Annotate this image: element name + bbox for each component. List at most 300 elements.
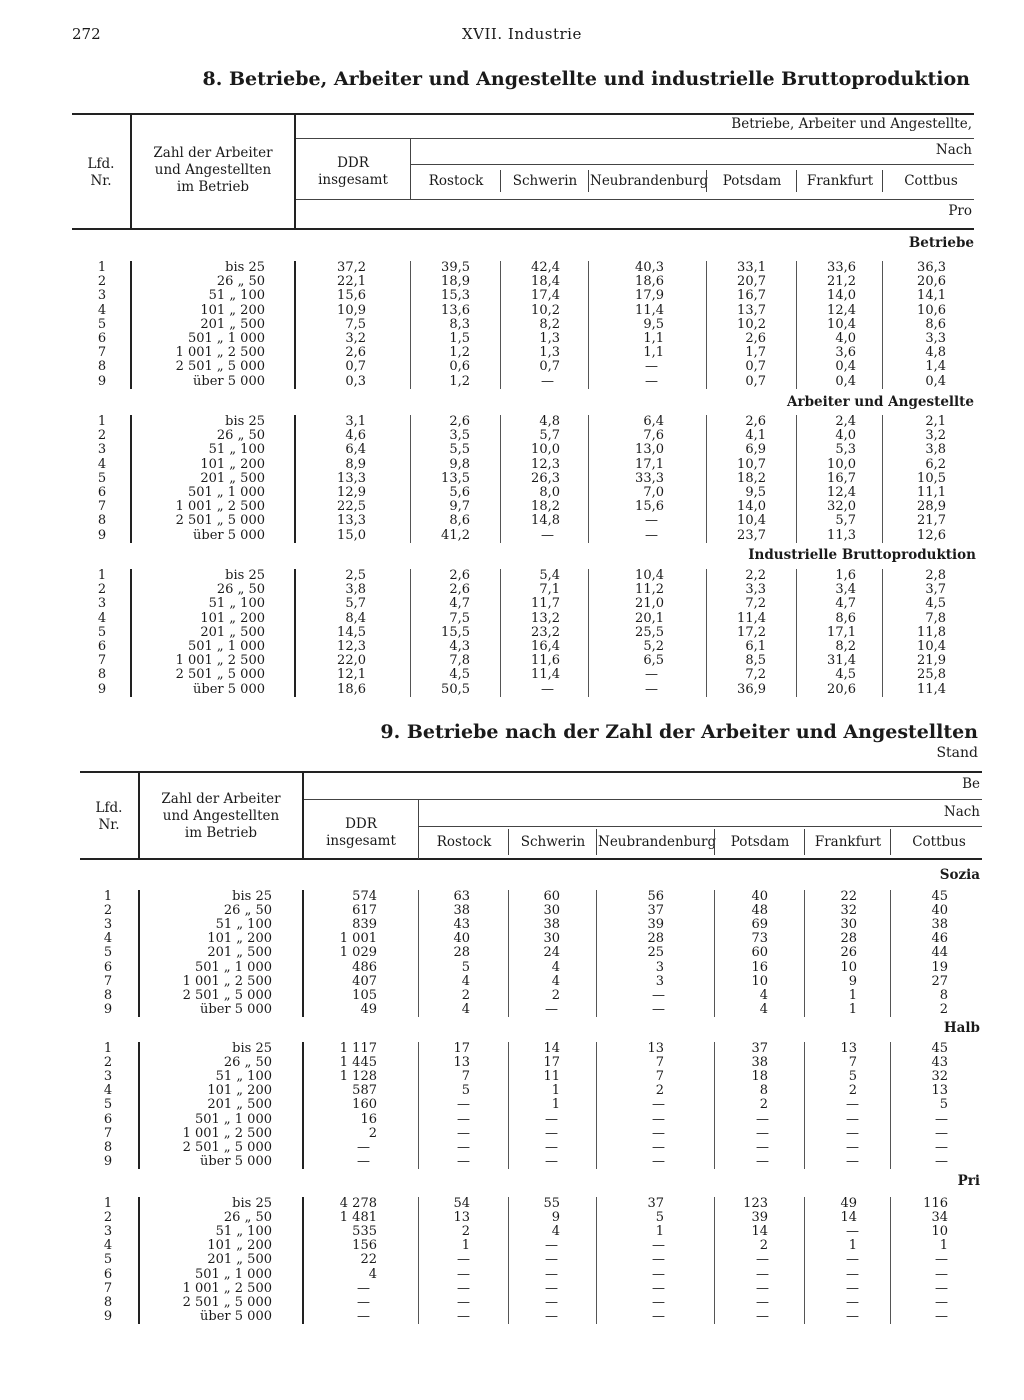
row-number: 5	[103, 1097, 113, 1113]
cell-cottbus: 116	[923, 1196, 948, 1211]
cell-ddr: 10,9	[337, 302, 366, 318]
size-class: bis 25	[232, 1041, 272, 1056]
cell-cottbus: 0,4	[925, 373, 946, 389]
table-9-stand: Stand	[936, 745, 978, 761]
cell-neubrandenburg: 7	[655, 1055, 664, 1071]
cell-neubrandenburg: 11,4	[635, 302, 664, 318]
row-number: 5	[97, 470, 107, 486]
cell-cottbus: 2,8	[925, 568, 946, 583]
t9-col-size-header	[142, 791, 300, 842]
cell-frankfurt: —	[846, 1252, 859, 1268]
table-row	[0, 932, 1024, 946]
size-class: 501 „ 1 000	[194, 1111, 272, 1127]
cell-frankfurt: 1	[848, 987, 857, 1003]
cell-frankfurt: 9	[848, 973, 857, 989]
cell-frankfurt: 10,4	[827, 316, 856, 332]
cell-neubrandenburg: —	[645, 527, 658, 543]
cell-neubrandenburg: 15,6	[635, 499, 664, 515]
cell-rostock: 43	[453, 917, 470, 933]
cell-cottbus: 8,6	[925, 316, 946, 332]
cell-potsdam: —	[756, 1111, 769, 1127]
row-number: 2	[103, 1210, 113, 1226]
cell-rostock: 5	[461, 1083, 470, 1099]
size-class: 201 „ 500	[207, 1252, 272, 1268]
cell-ddr: 16	[360, 1111, 377, 1127]
cell-frankfurt: —	[846, 1294, 859, 1310]
cell-ddr: 5,7	[345, 596, 366, 612]
cell-ddr: 4 278	[339, 1196, 377, 1211]
cell-cottbus: —	[935, 1153, 948, 1169]
cell-rostock: 4,7	[449, 596, 470, 612]
table-row	[0, 1098, 1024, 1112]
cell-schwerin: 1,3	[539, 345, 560, 361]
t9-district-rostock: Rostock	[436, 834, 492, 850]
cell-schwerin: 18,4	[531, 274, 560, 290]
cell-ddr: 12,1	[337, 667, 366, 683]
cell-potsdam: 36,9	[737, 681, 766, 697]
page-number: 272	[72, 25, 101, 43]
cell-frankfurt: 10,0	[827, 456, 856, 472]
cell-ddr: 49	[360, 1001, 377, 1017]
row-number: 3	[103, 1224, 113, 1240]
t9-divider-lfd	[138, 771, 140, 859]
row-number: 3	[97, 596, 107, 612]
size-class: 201 „ 500	[200, 316, 265, 332]
cell-frankfurt: 3,4	[835, 582, 856, 598]
cell-rostock: 8,6	[449, 513, 470, 529]
cell-rostock: 54	[453, 1196, 470, 1211]
cell-potsdam: 69	[751, 917, 768, 933]
table-row	[0, 612, 1024, 626]
row-number: 9	[103, 1153, 113, 1169]
table-row	[0, 1310, 1024, 1324]
cell-ddr: 1 001	[339, 931, 377, 947]
t9-hdr-sep-3	[714, 829, 715, 855]
cell-neubrandenburg: 37	[647, 1196, 664, 1211]
cell-schwerin: —	[545, 1111, 558, 1127]
cell-potsdam: —	[756, 1153, 769, 1169]
t9-span-rule-2	[418, 826, 982, 827]
row-number: 1	[103, 1041, 113, 1056]
cell-schwerin: —	[545, 1308, 558, 1324]
cell-frankfurt: 21,2	[827, 274, 856, 290]
cell-schwerin: 8,2	[539, 316, 560, 332]
cell-ddr: —	[357, 1294, 370, 1310]
cell-frankfurt: 10	[840, 959, 857, 975]
cell-potsdam: 123	[743, 1196, 768, 1211]
cell-neubrandenburg: 17,1	[635, 456, 664, 472]
cell-schwerin: —	[541, 373, 554, 389]
cell-schwerin: 11,7	[531, 596, 560, 612]
cell-frankfurt: —	[846, 1139, 859, 1155]
cell-potsdam: 33,1	[737, 260, 766, 275]
t8-district-neubrandenburg: Neubrandenburg	[590, 173, 709, 189]
table-row	[0, 360, 1024, 374]
cell-cottbus: —	[935, 1252, 948, 1268]
cell-rostock: 9,7	[449, 499, 470, 515]
cell-potsdam: 7,2	[745, 667, 766, 683]
cell-ddr: 1 117	[339, 1041, 377, 1056]
cell-cottbus: 3,3	[925, 331, 946, 346]
cell-ddr: 3,8	[345, 582, 366, 598]
cell-cottbus: 34	[931, 1210, 948, 1226]
cell-ddr: 18,6	[337, 681, 366, 697]
cell-frankfurt: 13	[840, 1041, 857, 1056]
table-row	[0, 1042, 1024, 1056]
cell-rostock: 7	[461, 1069, 470, 1085]
cell-frankfurt: 1,6	[835, 568, 856, 583]
cell-schwerin: 24	[543, 945, 560, 961]
row-number: 7	[97, 653, 107, 669]
row-number: 5	[103, 1252, 113, 1268]
cell-cottbus: —	[935, 1111, 948, 1127]
cell-rostock: 9,8	[449, 456, 470, 472]
cell-potsdam: 10	[751, 973, 768, 989]
cell-cottbus: 12,6	[917, 527, 946, 543]
row-number: 3	[97, 288, 107, 304]
cell-frankfurt: 49	[840, 1196, 857, 1211]
table-row	[0, 1197, 1024, 1211]
cell-cottbus: 11,4	[917, 681, 946, 697]
cell-schwerin: 23,2	[531, 624, 560, 640]
cell-schwerin: 4	[551, 1224, 560, 1240]
cell-potsdam: 10,2	[737, 316, 766, 332]
t8-col-lfd-line1: Lfd.	[87, 156, 115, 172]
row-number: 8	[97, 359, 107, 375]
table-row	[0, 486, 1024, 500]
cell-ddr: 13,3	[337, 470, 366, 486]
row-number: 4	[103, 1083, 113, 1099]
row-number: 7	[103, 1280, 113, 1296]
cell-ddr: 22,5	[337, 499, 366, 515]
size-class: 501 „ 1 000	[187, 485, 265, 500]
row-number: 9	[97, 373, 107, 389]
cell-ddr: 4,6	[345, 428, 366, 444]
table-row	[0, 946, 1024, 960]
t8-span-nach: Nach	[935, 142, 972, 158]
cell-ddr: 587	[352, 1083, 377, 1099]
cell-neubrandenburg: —	[645, 359, 658, 375]
cell-neubrandenburg: 56	[647, 889, 664, 904]
cell-schwerin: 10,2	[531, 302, 560, 318]
table-row	[0, 668, 1024, 682]
size-class: bis 25	[225, 568, 265, 583]
cell-potsdam: 13,7	[737, 302, 766, 318]
size-class: bis 25	[225, 414, 265, 429]
cell-cottbus: 10,6	[917, 302, 946, 318]
table-row	[0, 569, 1024, 583]
cell-frankfurt: —	[846, 1308, 859, 1324]
table-row	[0, 1056, 1024, 1070]
t9-col-ddr-header	[306, 816, 416, 850]
cell-ddr: 0,7	[345, 359, 366, 375]
cell-potsdam: 37	[751, 1041, 768, 1056]
table-row	[0, 415, 1024, 429]
cell-rostock: 50,5	[441, 681, 470, 697]
cell-frankfurt: 17,1	[827, 624, 856, 640]
cell-neubrandenburg: —	[652, 1238, 665, 1254]
cell-potsdam: 2	[759, 1238, 768, 1254]
size-class: 501 „ 1 000	[194, 959, 272, 975]
cell-neubrandenburg: 5,2	[643, 639, 664, 654]
cell-ddr: —	[357, 1139, 370, 1155]
row-number: 1	[97, 260, 107, 275]
cell-frankfurt: 26	[840, 945, 857, 961]
size-class: 201 „ 500	[200, 470, 265, 486]
cell-rostock: 1,2	[449, 373, 470, 389]
cell-rostock: 17	[453, 1041, 470, 1056]
row-number: 6	[97, 331, 107, 346]
cell-ddr: 15,6	[337, 288, 366, 304]
cell-schwerin: 1,3	[539, 331, 560, 346]
cell-cottbus: 11,1	[917, 485, 946, 500]
t9-col-size-line1: Zahl der Arbeiter	[161, 791, 281, 807]
cell-schwerin: 12,3	[531, 456, 560, 472]
cell-rostock: —	[457, 1097, 470, 1113]
cell-ddr: 22,1	[337, 274, 366, 290]
cell-ddr: 407	[352, 973, 377, 989]
cell-frankfurt: 12,4	[827, 302, 856, 318]
cell-rostock: 0,6	[449, 359, 470, 375]
t8-district-cottbus: Cottbus	[904, 173, 958, 189]
cell-neubrandenburg: 3	[655, 973, 664, 989]
table-row	[0, 683, 1024, 697]
cell-neubrandenburg: —	[652, 1097, 665, 1113]
size-class: 101 „ 200	[200, 610, 265, 626]
cell-rostock: 7,8	[449, 653, 470, 669]
row-number: 5	[97, 316, 107, 332]
cell-cottbus: 8	[939, 987, 948, 1003]
t8-district-potsdam: Potsdam	[722, 173, 782, 189]
cell-cottbus: 10,4	[917, 639, 946, 654]
cell-potsdam: 8,5	[745, 653, 766, 669]
cell-potsdam: 3,3	[745, 582, 766, 598]
cell-frankfurt: 5,3	[835, 442, 856, 458]
table-row	[0, 529, 1024, 543]
cell-potsdam: 16	[751, 959, 768, 975]
cell-neubrandenburg: 33,3	[635, 470, 664, 486]
t8-col-ddr-line1: DDR	[337, 155, 369, 171]
size-class: über 5 000	[200, 1001, 272, 1017]
t8-section-label-arbeiter: Arbeiter und Angestellte	[787, 394, 974, 410]
cell-potsdam: —	[756, 1280, 769, 1296]
row-number: 1	[97, 414, 107, 429]
t9-col-lfd-line1: Lfd.	[95, 800, 123, 816]
cell-cottbus: 27	[931, 973, 948, 989]
cell-rostock: 63	[453, 889, 470, 904]
cell-potsdam: 7,2	[745, 596, 766, 612]
cell-cottbus: 13	[931, 1083, 948, 1099]
cell-rostock: 13	[453, 1210, 470, 1226]
size-class: 2 501 „ 5 000	[175, 359, 265, 375]
t8-col-lfd-line2: Nr.	[90, 173, 112, 189]
cell-potsdam: 8	[759, 1083, 768, 1099]
t9-district-schwerin: Schwerin	[520, 834, 586, 850]
t9-hdr-sep-1	[508, 829, 509, 855]
t8-col-lfd-header	[76, 156, 126, 190]
size-class: über 5 000	[193, 373, 265, 389]
cell-cottbus: 45	[931, 1041, 948, 1056]
cell-cottbus: 3,7	[925, 582, 946, 598]
table-9-title: 9. Betriebe nach der Zahl der Arbeiter und Angestellten	[380, 721, 978, 743]
cell-frankfurt: —	[846, 1097, 859, 1113]
size-class: 101 „ 200	[200, 456, 265, 472]
table-row	[0, 289, 1024, 303]
size-class: 26 „ 50	[223, 1055, 272, 1071]
cell-ddr: 617	[352, 903, 377, 919]
size-class: 201 „ 500	[207, 1097, 272, 1113]
cell-schwerin: 16,4	[531, 639, 560, 654]
cell-neubrandenburg: —	[645, 681, 658, 697]
table-row	[0, 1003, 1024, 1017]
cell-rostock: 4	[461, 973, 470, 989]
cell-ddr: 1 481	[339, 1210, 377, 1226]
cell-frankfurt: 7	[848, 1055, 857, 1071]
cell-potsdam: 2	[759, 1097, 768, 1113]
cell-ddr: 2,5	[345, 568, 366, 583]
cell-rostock: —	[457, 1280, 470, 1296]
row-number: 6	[103, 1266, 113, 1282]
cell-rostock: 7,5	[449, 610, 470, 626]
cell-potsdam: 20,7	[737, 274, 766, 290]
cell-cottbus: 7,8	[925, 610, 946, 626]
cell-rostock: —	[457, 1153, 470, 1169]
cell-schwerin: 5,4	[539, 568, 560, 583]
row-number: 3	[97, 442, 107, 458]
table-row	[0, 472, 1024, 486]
cell-frankfurt: 4,0	[835, 331, 856, 346]
cell-rostock: 2	[461, 1224, 470, 1240]
cell-neubrandenburg: 25,5	[635, 624, 664, 640]
cell-rostock: 15,5	[441, 624, 470, 640]
size-class: 51 „ 100	[208, 596, 265, 612]
cell-frankfurt: 20,6	[827, 681, 856, 697]
cell-schwerin: —	[545, 1280, 558, 1296]
t9-col-lfd-header	[84, 800, 134, 834]
size-class: über 5 000	[200, 1308, 272, 1324]
size-class: 1 001 „ 2 500	[182, 973, 272, 989]
cell-potsdam: 10,4	[737, 513, 766, 529]
cell-ddr: 3,2	[345, 331, 366, 346]
cell-ddr: 12,3	[337, 639, 366, 654]
cell-schwerin: 11,6	[531, 653, 560, 669]
cell-neubrandenburg: —	[652, 1139, 665, 1155]
t9-span-top: Be	[962, 776, 980, 792]
cell-schwerin: 10,0	[531, 442, 560, 458]
table-row	[0, 458, 1024, 472]
cell-schwerin: 17,4	[531, 288, 560, 304]
table-row	[0, 500, 1024, 514]
cell-neubrandenburg: 18,6	[635, 274, 664, 290]
row-number: 9	[97, 527, 107, 543]
size-class: 101 „ 200	[200, 302, 265, 318]
t8-district-frankfurt: Frankfurt	[806, 173, 874, 189]
cell-rostock: 1	[461, 1238, 470, 1254]
cell-cottbus: —	[935, 1139, 948, 1155]
cell-ddr: 14,5	[337, 624, 366, 640]
cell-neubrandenburg: 37	[647, 903, 664, 919]
cell-frankfurt: 22	[840, 889, 857, 904]
cell-neubrandenburg: 7	[655, 1069, 664, 1085]
cell-ddr: 839	[352, 917, 377, 933]
cell-neubrandenburg: —	[652, 1294, 665, 1310]
cell-cottbus: 1,4	[925, 359, 946, 375]
cell-cottbus: 44	[931, 945, 948, 961]
cell-frankfurt: 30	[840, 917, 857, 933]
table-row	[0, 1282, 1024, 1296]
row-number: 1	[103, 889, 113, 904]
cell-frankfurt: —	[846, 1280, 859, 1296]
row-number: 8	[97, 667, 107, 683]
table-row	[0, 443, 1024, 457]
cell-ddr: 8,4	[345, 610, 366, 626]
cell-potsdam: 4,1	[745, 428, 766, 444]
cell-frankfurt: —	[846, 1153, 859, 1169]
t9-col-size-line2: und Angestellten	[162, 808, 280, 824]
t9-hdr-sep-2	[596, 829, 597, 855]
cell-cottbus: 32	[931, 1069, 948, 1085]
cell-schwerin: 26,3	[531, 470, 560, 486]
cell-rostock: 1,5	[449, 331, 470, 346]
t9-col-ddr-line1: DDR	[345, 816, 377, 832]
cell-cottbus: 21,7	[917, 513, 946, 529]
cell-cottbus: 3,2	[925, 428, 946, 444]
cell-potsdam: 60	[751, 945, 768, 961]
t8-hdr-sep-4	[796, 170, 797, 192]
cell-neubrandenburg: —	[652, 1252, 665, 1268]
cell-potsdam: 39	[751, 1210, 768, 1226]
t8-district-rostock: Rostock	[428, 173, 484, 189]
t8-span-top: Betriebe, Arbeiter und Angestellte,	[731, 116, 972, 132]
size-class: 101 „ 200	[207, 931, 272, 947]
cell-rostock: —	[457, 1308, 470, 1324]
cell-cottbus: 6,2	[925, 456, 946, 472]
cell-cottbus: 21,9	[917, 653, 946, 669]
table-row	[0, 1268, 1024, 1282]
cell-schwerin: 9	[551, 1210, 560, 1226]
table-row	[0, 1239, 1024, 1253]
t8-col-ddr-line2: insgesamt	[318, 172, 388, 188]
size-class: 201 „ 500	[207, 945, 272, 961]
row-number: 8	[103, 1294, 113, 1310]
t8-divider-ddr	[410, 138, 411, 200]
t8-section-label-betriebe: Betriebe	[908, 235, 974, 251]
cell-potsdam: 10,7	[737, 456, 766, 472]
row-number: 6	[97, 485, 107, 500]
cell-rostock: 2	[461, 987, 470, 1003]
cell-neubrandenburg: 10,4	[635, 568, 664, 583]
t8-col-size-line3: im Betrieb	[176, 179, 250, 195]
size-class: 51 „ 100	[215, 1069, 272, 1085]
table-row	[0, 1225, 1024, 1239]
t8-divider-size	[294, 113, 296, 229]
t8-col-size-line1: Zahl der Arbeiter	[153, 145, 273, 161]
table-row	[0, 626, 1024, 640]
row-number: 2	[97, 428, 107, 444]
cell-cottbus: 4,8	[925, 345, 946, 361]
cell-frankfurt: 5	[848, 1069, 857, 1085]
cell-potsdam: 48	[751, 903, 768, 919]
table-row	[0, 1084, 1024, 1098]
row-number: 2	[103, 903, 113, 919]
cell-schwerin: —	[545, 1153, 558, 1169]
cell-potsdam: 2,6	[745, 331, 766, 346]
t8-col-size-header	[134, 145, 292, 196]
cell-rostock: 13,5	[441, 470, 470, 486]
row-number: 7	[97, 345, 107, 361]
table-row	[0, 904, 1024, 918]
size-class: über 5 000	[193, 527, 265, 543]
